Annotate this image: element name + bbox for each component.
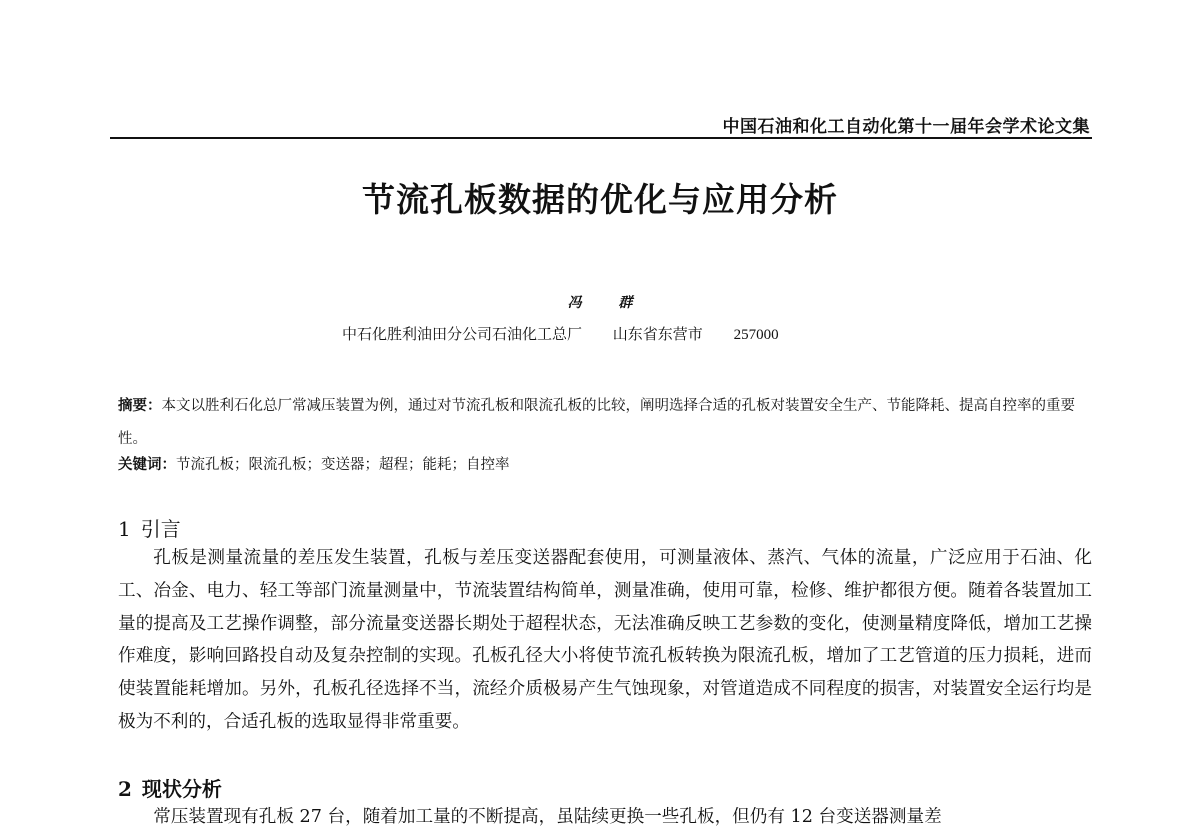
header-rule [110, 137, 1092, 139]
affiliation [342, 323, 779, 344]
introduction-paragraph: 孔板是测量流量的差压发生装置，孔板与差压变送器配套使用，可测量液体、蒸汽、气体的流量，广泛应用于石油、化工、冶金、电力、轻工等部门流量测量中，节流装置结构简单，测量准确，使用可靠，检修、维护都很方便。随着各装置加工量的提高及工艺操作调整，部分流量变送器长期处于超程状态，无法准确反映工艺参数的变化，使测量精度降低，增加工艺操作难度，影响回路投自动及复杂控制的实现。孔板孔径大小将使节流孔板转换为限流孔板，增加了工艺管道的压力损耗，进而使装置能耗增加。另外，孔板孔径选择不当，流经介质极易产生气蚀现象，对管道造成不同程度的损害，对装置安全运行均是极为不利的，合适孔板的选取显得非常重要。 [118, 548, 1092, 732]
section-title: 引言 [140, 517, 181, 541]
section-title: 现状分析 [141, 777, 222, 801]
paper-title: 节流孔板数据的优化与应用分析 [362, 180, 838, 219]
affiliation-postcode: 257000 [733, 327, 779, 343]
section-number: 2 [118, 777, 132, 801]
abstract [118, 389, 1092, 456]
author-name: 冯 群 [567, 295, 649, 311]
status-analysis-paragraph: 常压装置现有孔板 27 台，随着加工量的不断提高，虽陆续更换一些孔板，但仍有 12 台变送器测量差 [153, 807, 942, 827]
keywords-text: 节流孔板；限流孔板；变送器；超程；能耗；自控率 [176, 457, 510, 473]
abstract-label: 摘要： [118, 397, 162, 414]
section-heading-status-analysis [118, 773, 222, 802]
running-header: 中国石油和化工自动化第十一届年会学术论文集 [722, 117, 1090, 137]
affiliation-city: 山东省东营市 [612, 325, 703, 343]
keywords-label: 关键词： [118, 456, 176, 473]
section-heading-introduction [118, 513, 181, 542]
affiliation-organization: 中石化胜利油田分公司石油化工总厂 [342, 325, 583, 343]
abstract-text: 本文以胜利石化总厂常减压装置为例，通过对节流孔板和限流孔板的比较，阐明选择合适的孔板对装置安全生产、节能降耗、提高自控率的重要性。 [118, 398, 1075, 447]
keywords [118, 453, 1092, 474]
section-number: 1 [118, 517, 131, 541]
